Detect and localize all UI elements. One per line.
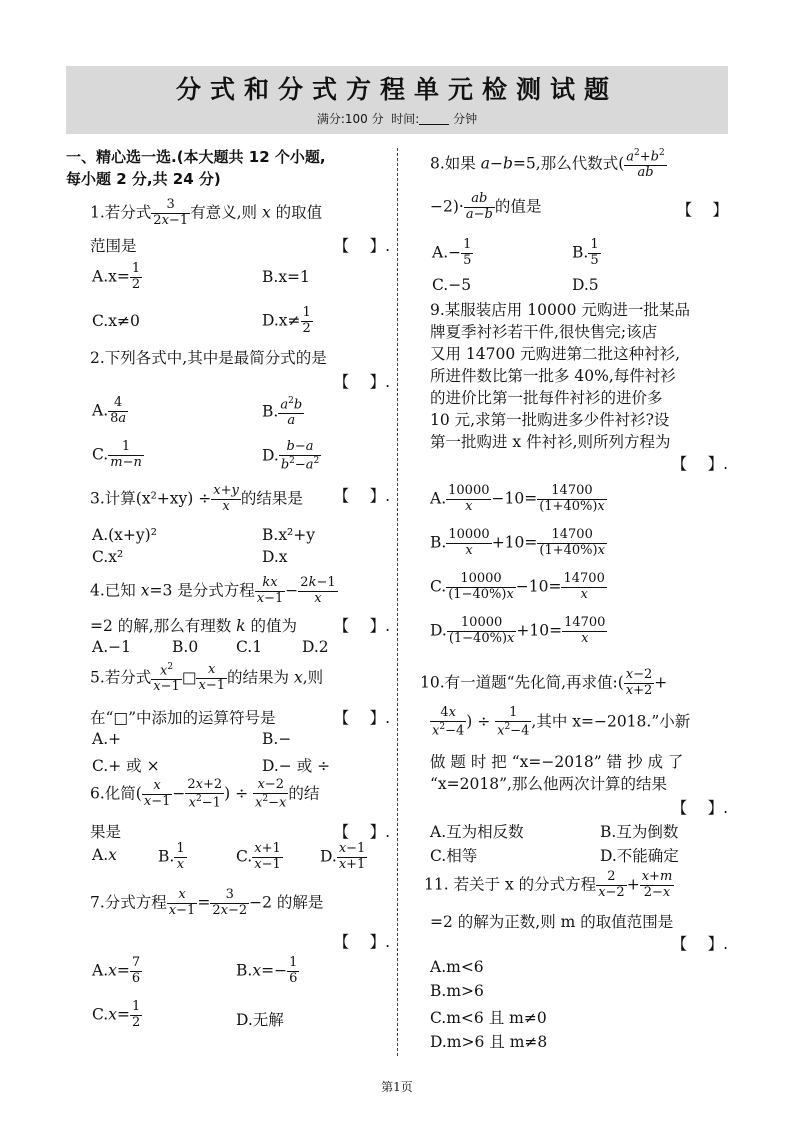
left-column: 一、精心选一选.(本大题共 12 个小题, 每小题 2 分,共 24 分) 1.若分式 $\frac{3}{2x-1}$ 有意义,则 x 的取值 范围是 【 】. A.x= $\frac{1}{2}$ B.x=1 C.x≠0 D.x≠ $\frac{1}{2}$ 2.下列各式中,其中是最简分式的是 【 】. A. $\frac{4}{8a}$ B. $\frac{a^2b}{a}$ C. $\frac{1}{m-n}$ D. $\frac{b-a}{b^2-a^2}$ 3.计算(x²+xy) ÷ $\frac{x+y}{x}$ 的结果是 【 】. A.(x+y)² B.x²+y C.x² D.x 4.已知 x=3 是分式方程 $\frac{kx}{x-1}$ − $\frac{2k-1}{x}$ =2 的解,那么有理数 k 的值为 【 】. A.−1 B.0 C.1 D.2 5.若分式 $\frac{x^2}{x-1}$ □ $\frac{x}{x-1}$ 的结果为 x,则 在“□”中添加的运算符号是 【 】. A.+ B.− C.+ 或 × D.− 或 ÷ 6.化简( $\frac{x}{x-1}$ − $\frac{2x+2}{x^2-1}$ ) ÷ $\frac{x-2}{x^2-x}$ 的结 果是 【 】. A.x B. $\frac{1}{x}$ C. $\frac{x+1}{x-1}$ D. $\frac{x-1}{x+1}$ 7.分式方程 $\frac{x}{x-1}$ = $\frac{3}{2x-2}$ −2 的解是 【 】. A.x= $\frac{7}{6}$ B.x=− $\frac{1}{6}$ C.x= $\frac{1}{2}$ D.无解 bbox=[66, 148, 390, 1030]
q1-option-a: A.x= $\frac{1}{2}$ bbox=[92, 261, 141, 292]
section-heading: 一、精心选一选.(本大题共 12 个小题, bbox=[66, 148, 326, 166]
q5-option-a: A.+ bbox=[92, 730, 122, 748]
q4-option-d: D.2 bbox=[302, 638, 329, 656]
question-9-l2: 牌夏季衬衫若干件,很快售完;该店 bbox=[430, 323, 658, 341]
q6-option-d: D. $\frac{x-1}{x+1}$ bbox=[320, 841, 366, 872]
header-banner bbox=[66, 66, 728, 134]
q4-option-b: B.0 bbox=[172, 638, 199, 656]
question-9-l4: 所进件数比第一批多 40%,每件衬衫 bbox=[430, 367, 676, 385]
q2-option-b: B. $\frac{a^2b}{a}$ bbox=[262, 396, 303, 429]
question-10-l2: $\frac{4x}{x^2-4}$ ) ÷ $\frac{1}{x^2-4}$ ,其中 x=−2018.”小新 bbox=[432, 705, 691, 739]
column-divider bbox=[397, 148, 398, 1056]
q10-option-d: D.不能确定 bbox=[600, 847, 679, 865]
q2-option-c: C. $\frac{1}{m-n}$ bbox=[92, 439, 142, 470]
page-number: 第1页 bbox=[381, 1080, 413, 1094]
question-11-l2: =2 的解为正数,则 m 的取值范围是 bbox=[430, 913, 674, 931]
question-6: 6.化简( $\frac{x}{x-1}$ − $\frac{2x+2}{x^2-1}$ ) ÷ $\frac{x-2}{x^2-x}$ 的结 bbox=[90, 777, 320, 811]
q3-option-b: B.x²+y bbox=[262, 526, 316, 544]
q6-option-c: C. $\frac{x+1}{x-1}$ bbox=[236, 841, 281, 872]
q1-option-b: B.x=1 bbox=[262, 268, 310, 286]
question-8-line2: −2)· $\frac{ab}{a-b}$ 的值是 【 】 bbox=[430, 191, 728, 222]
q8-option-b: B. $\frac{1}{5}$ bbox=[572, 237, 599, 268]
q9-option-d: D. $\frac{10000}{(1-40\%)x}$ +10= $\frac{14700}{x}$ bbox=[430, 615, 606, 646]
q5-option-c: C.+ 或 × bbox=[92, 757, 160, 775]
q11-option-a: A.m<6 bbox=[430, 958, 484, 976]
q3-option-d: D.x bbox=[262, 548, 288, 566]
q3-option-a: A.(x+y)² bbox=[92, 526, 157, 544]
q8-option-d: D.5 bbox=[572, 276, 599, 294]
q10-option-a: A.互为相反数 bbox=[430, 823, 524, 841]
q8-option-a: A.− $\frac{1}{5}$ bbox=[432, 237, 472, 268]
q2-option-a: A. $\frac{4}{8a}$ bbox=[92, 395, 127, 426]
question-4: 4.已知 x=3 是分式方程 $\frac{kx}{x-1}$ − $\frac{2k-1}{x}$ bbox=[90, 575, 336, 606]
q11-option-d: D.m>6 且 m≠8 bbox=[430, 1033, 548, 1051]
q6-option-a: A.x bbox=[92, 846, 117, 864]
question-6-line2: 果是 【 】. bbox=[90, 823, 390, 841]
q3-option-c: C.x² bbox=[92, 548, 124, 566]
right-column: 8.如果 a−b=5,那么代数式( $\frac{a^2+b^2}{ab}$ −2)· $\frac{ab}{a-b}$ 的值是 【 】 A.− $\frac{1}{5}$ B. $\frac{1}{5}$ C.−5 D.5 9.某服装店用 10000 元购进一批某品 牌夏季衬衫若干件,很快售完;该店 又用 14700 元购进第二批这种衬衫, 所进件数比第一批多 40%,每件衬衫 的进价比第一批每件衬衫的进价多 10 元,求第一批购进多少件衬衫?设 第一批购进 x 件衬衫,则所列方程为 【 】. A. $\frac{10000}{x}$ −10= $\frac{14700}{(1+40\%)x}$ B. $\frac{10000}{x}$ +10= $\frac{14700}{(1+40\%)x}$ C. $\frac{10000}{(1-40\%)x}$ −10= $\frac{14700}{x}$ D. $\frac{10000}{(1-40\%)x}$ +10= $\frac{14700}{x}$ 10.有一道题“先化简,再求值:( $\frac{x-2}{x+2}$ + $\frac{4x}{x^2-4}$ ) ÷ $\frac{1}{x^2-4}$ ,其中 x=−2018.”小新 做 题 时 把 “x=−2018” 错 抄 成 了 “x=2018”,那么他两次计算的结果 【 】. A.互为相反数 B.互为倒数 C.相等 D.不能确定 11. 若关于 x 的分式方程 $\frac{2}{x-2}$ + $\frac{x+m}{2-x}$ =2 的解为正数,则 m 的取值范围是 【 】. A.m<6 B.m>6 C.m<6 且 m≠0 D.m>6 且 m≠8 bbox=[420, 148, 728, 1051]
question-10-l4: “x=2018”,那么他两次计算的结果 bbox=[430, 775, 667, 793]
question-9: 9.某服装店用 10000 元购进一批某品 bbox=[430, 301, 690, 319]
q10-option-c: C.相等 bbox=[430, 847, 478, 865]
question-10: 10.有一道题“先化简,再求值:( $\frac{x-2}{x+2}$ + bbox=[420, 667, 668, 698]
question-9-l5: 的进价比第一批每件衬衫的进价多 bbox=[430, 389, 663, 407]
question-1: 1.若分式 $\frac{3}{2x-1}$ 有意义,则 x 的取值 bbox=[90, 197, 323, 228]
question-4-line2: =2 的解,那么有理数 k 的值为 【 】. bbox=[90, 617, 390, 635]
question-5-line2: 在“□”中添加的运算符号是 【 】. bbox=[90, 709, 390, 727]
q7-option-c: C.x= $\frac{1}{2}$ bbox=[92, 999, 141, 1030]
q10-option-b: B.互为倒数 bbox=[600, 823, 679, 841]
q5-option-b: B.− bbox=[262, 730, 292, 748]
q6-option-b: B. $\frac{1}{x}$ bbox=[158, 841, 185, 872]
q7-option-a: A.x= $\frac{7}{6}$ bbox=[92, 955, 141, 986]
q9-option-c: C. $\frac{10000}{(1-40\%)x}$ −10= $\frac{14700}{x}$ bbox=[430, 571, 605, 602]
q9-option-a: A. $\frac{10000}{x}$ −10= $\frac{14700}{(1+40\%)x}$ bbox=[430, 483, 605, 514]
question-5: 5.若分式 $\frac{x^2}{x-1}$ □ $\frac{x}{x-1}$ 的结果为 x,则 bbox=[90, 662, 324, 695]
q1-option-c: C.x≠0 bbox=[92, 312, 140, 330]
q9-option-b: B. $\frac{10000}{x}$ +10= $\frac{14700}{(1+40\%)x}$ bbox=[430, 527, 605, 558]
question-1-line2: 范围是 【 】. bbox=[90, 237, 390, 255]
question-9-l3: 又用 14700 元购进第二批这种衬衫, bbox=[430, 345, 681, 363]
q4-option-c: C.1 bbox=[236, 638, 263, 656]
question-9-l7: 第一批购进 x 件衬衫,则所列方程为 bbox=[430, 433, 671, 451]
q7-option-d: D.无解 bbox=[236, 1011, 284, 1029]
exam-info: 满分:100 分 时间: 分钟 bbox=[316, 112, 478, 126]
page-title: 分式和分式方程单元检测试题 bbox=[175, 75, 618, 104]
section-heading-2: 每小题 2 分,共 24 分) bbox=[66, 170, 221, 188]
q8-option-c: C.−5 bbox=[432, 276, 472, 294]
question-8: 8.如果 a−b=5,那么代数式( $\frac{a^2+b^2}{ab}$ bbox=[430, 148, 665, 181]
q5-option-d: D.− 或 ÷ bbox=[262, 757, 331, 775]
q4-option-a: A.−1 bbox=[92, 638, 131, 656]
question-2: 2.下列各式中,其中是最简分式的是 bbox=[90, 349, 327, 367]
question-11: 11. 若关于 x 的分式方程 $\frac{2}{x-2}$ + $\frac{x+m}{2-x}$ bbox=[424, 869, 673, 900]
q7-option-b: B.x=− $\frac{1}{6}$ bbox=[236, 955, 298, 986]
question-3: 3.计算(x²+xy) ÷ $\frac{x+y}{x}$ 的结果是 【 】. bbox=[90, 483, 390, 514]
q11-option-c: C.m<6 且 m≠0 bbox=[430, 1009, 547, 1027]
q2-option-d: D. $\frac{b-a}{b^2-a^2}$ bbox=[262, 439, 320, 473]
question-7: 7.分式方程 $\frac{x}{x-1}$ = $\frac{3}{2x-2}$ −2 的解是 bbox=[90, 887, 324, 918]
question-9-l6: 10 元,求第一批购进多少件衬衫?设 bbox=[430, 411, 670, 429]
q11-option-b: B.m>6 bbox=[430, 982, 484, 1000]
question-10-l3: 做 题 时 把 “x=−2018” 错 抄 成 了 bbox=[430, 753, 684, 771]
q1-option-d: D.x≠ $\frac{1}{2}$ bbox=[262, 305, 311, 336]
